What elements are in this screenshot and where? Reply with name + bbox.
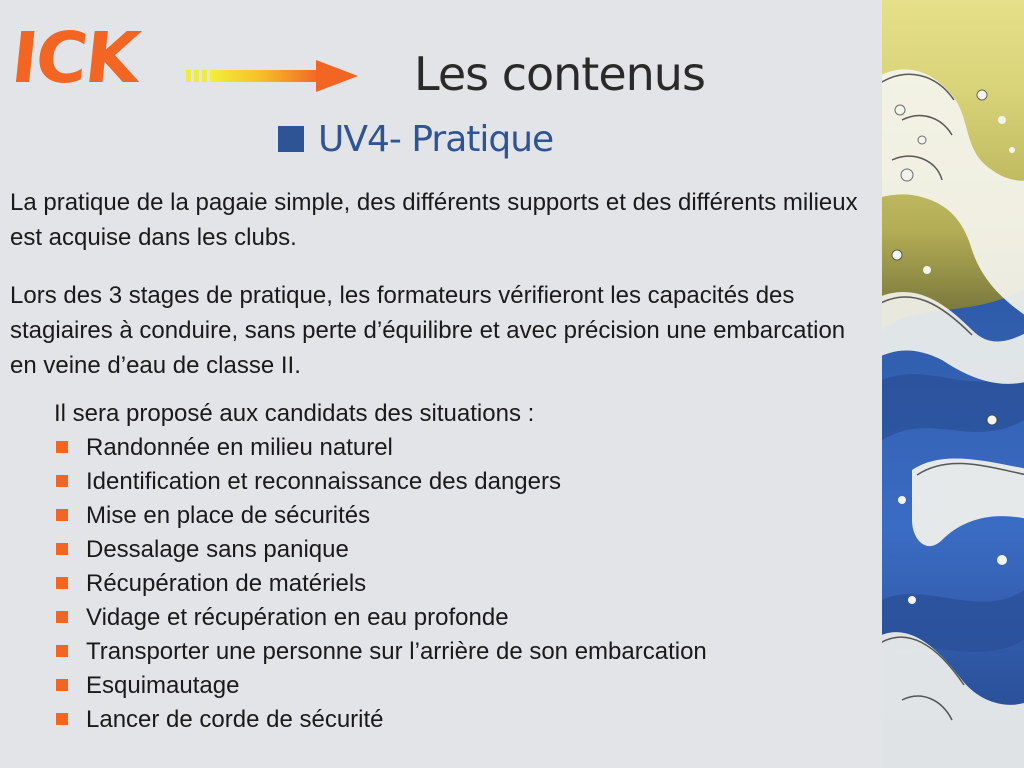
square-bullet-icon (56, 475, 68, 487)
situations-list (54, 431, 707, 737)
list-item-text: Vidage et récupération en eau profonde (86, 604, 509, 631)
list-item (54, 431, 707, 465)
arrow-right-icon (186, 58, 358, 94)
subtitle-text: UV4- Pratique (318, 119, 554, 160)
list-item (54, 601, 707, 635)
list-item (54, 635, 707, 669)
list-item-text: Transporter une personne sur l’arrière de son embarcation (86, 638, 707, 665)
list-item (54, 499, 707, 533)
square-bullet-icon (56, 577, 68, 589)
square-bullet-icon (56, 509, 68, 521)
list-item-text: Identification et reconnaissance des dangers (86, 468, 561, 495)
list-item (54, 465, 707, 499)
list-intro: Il sera proposé aux candidats des situations : (54, 400, 535, 427)
wave-artwork (882, 0, 1024, 768)
list-item-text: Mise en place de sécurités (86, 502, 371, 529)
list-item-text: Lancer de corde de sécurité (86, 706, 384, 733)
list-item (54, 669, 707, 703)
square-bullet-icon (56, 441, 68, 453)
logo: ICK (7, 17, 142, 99)
list-item-text: Esquimautage (86, 672, 240, 699)
square-bullet-icon (56, 713, 68, 725)
square-bullet-icon (56, 543, 68, 555)
list-item-text: Récupération de matériels (86, 570, 367, 597)
list-item-text: Dessalage sans panique (86, 536, 349, 563)
list-item (54, 567, 707, 601)
list-item (54, 703, 707, 737)
list-item (54, 533, 707, 567)
list-item-text: Randonnée en milieu naturel (86, 434, 393, 461)
paragraph-1: La pratique de la pagaie simple, des différents supports et des différents milieux est acquise dans les clubs. (10, 189, 858, 251)
square-bullet-icon (278, 126, 304, 152)
page-title: Les contenus (414, 47, 705, 101)
square-bullet-icon (56, 679, 68, 691)
square-bullet-icon (56, 645, 68, 657)
square-bullet-icon (56, 611, 68, 623)
paragraph-2: Lors des 3 stages de pratique, les formateurs vérifieront les capacités des stagiaires à conduire, sans perte d’équilibre et avec précision une embarcation en veine d’eau de classe II. (10, 282, 846, 379)
